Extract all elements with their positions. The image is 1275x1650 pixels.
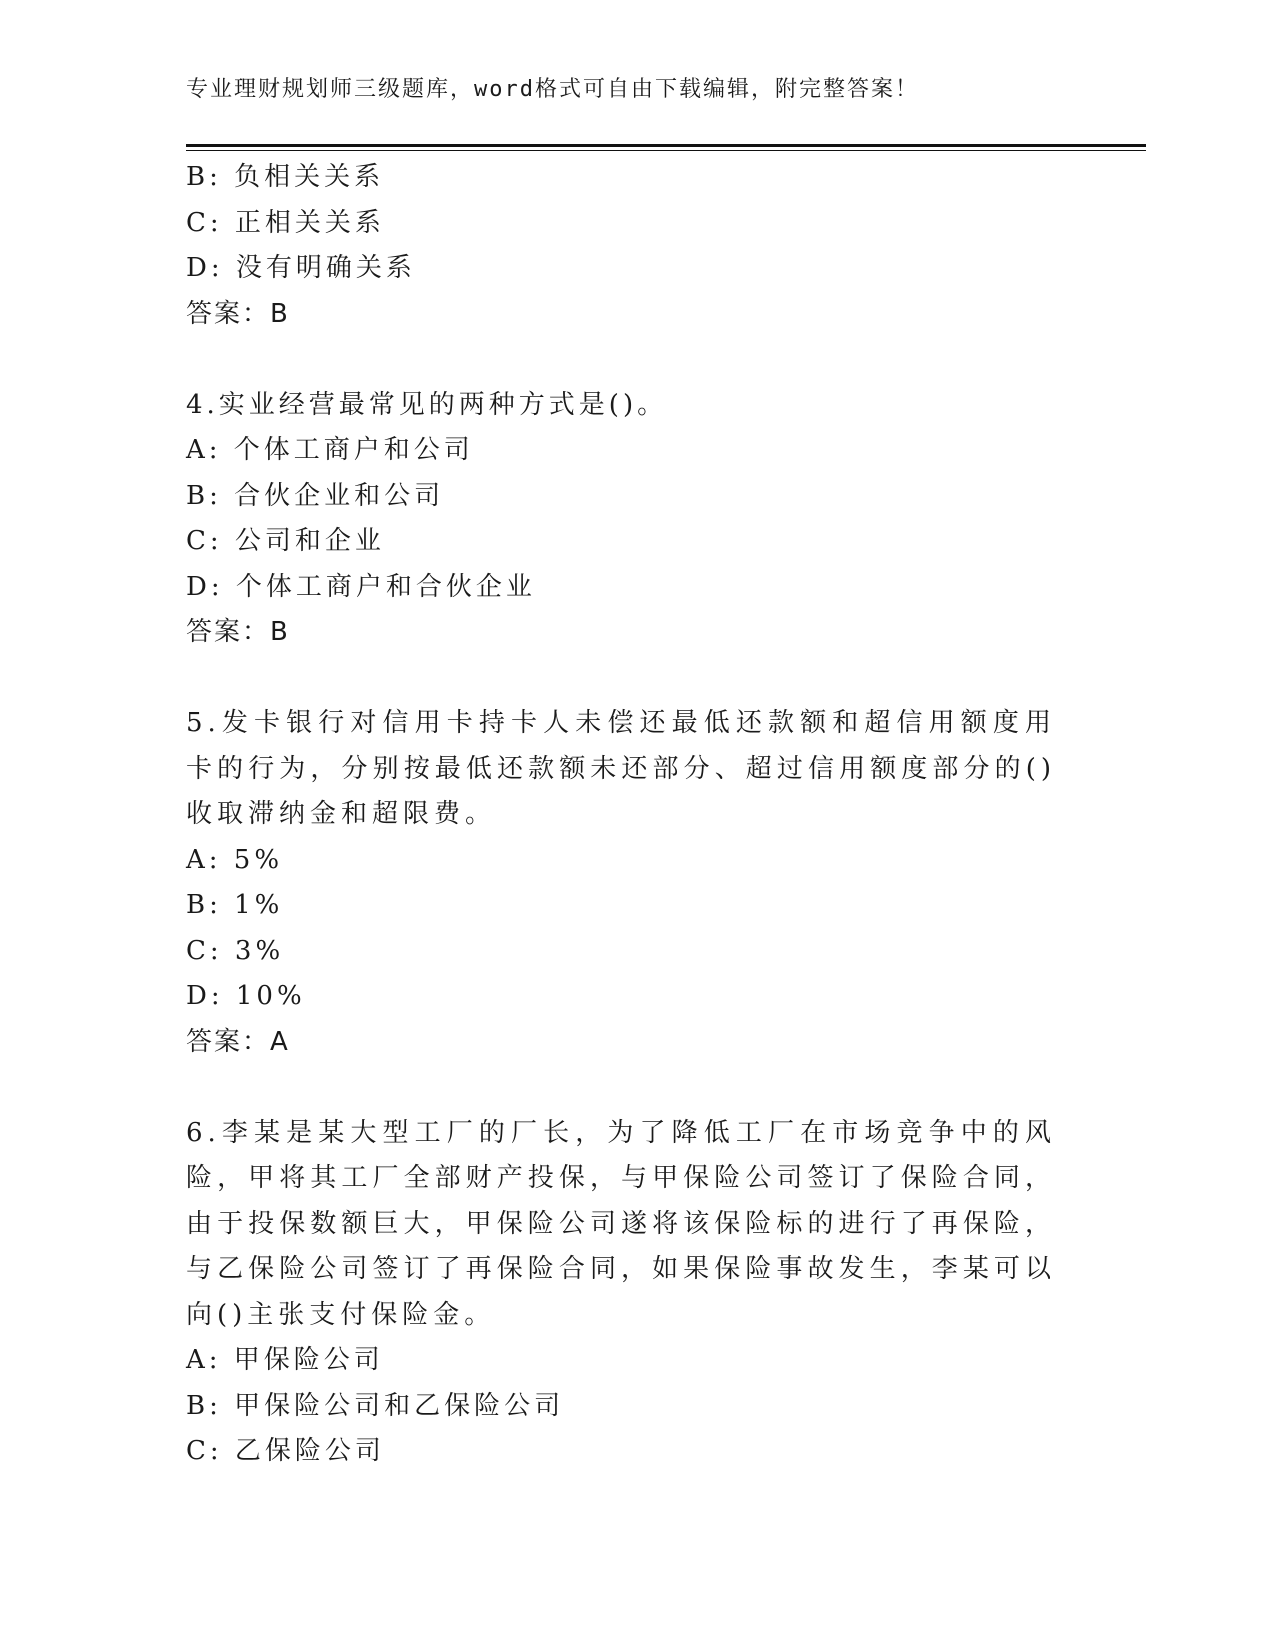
option-d: D: 个体工商户和合伙企业: [186, 571, 536, 602]
option-b: B: 负相关关系: [186, 162, 385, 192]
header-rule-thin: [186, 150, 1146, 151]
option-c: C: 乙保险公司: [186, 1436, 385, 1466]
question-stem: 6.李某是某大型工厂的厂长，为了降低工厂在市场竞争中的风险，甲将其工厂全部财产投保，与甲保险公司签订了保险合同，由于投保数额巨大，甲保险公司遂将该保险标的进行了再保险，与乙保险公司签订了再保险合同，如果保险事故发生，李某可以向()主张支付保险金。: [186, 1117, 1056, 1330]
option-c: C: 3%: [186, 935, 285, 966]
spacer: [186, 337, 1056, 383]
document-body: [186, 155, 1056, 1475]
spacer: [186, 656, 1056, 702]
question-stem: 4.实业经营最常见的两种方式是()。: [186, 389, 668, 420]
option-d: D: 10%: [186, 981, 306, 1011]
header-rule-thick: [186, 144, 1146, 147]
option-a: A: 5%: [186, 844, 284, 875]
page-header: 专业理财规划师三级题库，word格式可自由下载编辑，附完整答案！: [186, 77, 919, 102]
option-b: B: 合伙企业和公司: [186, 480, 445, 511]
answer: 答案：B: [186, 298, 290, 329]
option-b: B: 甲保险公司和乙保险公司: [186, 1390, 565, 1421]
option-a: A: 个体工商户和公司: [186, 435, 474, 465]
option-c: C: 正相关关系: [186, 207, 385, 238]
option-c: C: 公司和企业: [186, 526, 385, 556]
option-a: A: 甲保险公司: [186, 1345, 384, 1375]
question-stem: 5.发卡银行对信用卡持卡人未偿还最低还款额和超信用额度用卡的行为，分别按最低还款额未还部分、超过信用额度部分的()收取滞纳金和超限费。: [186, 708, 1056, 829]
answer: 答案：B: [186, 617, 290, 647]
answer: 答案：A: [186, 1026, 290, 1057]
option-b: B: 1%: [186, 890, 284, 920]
spacer: [186, 1065, 1056, 1111]
option-d: D: 没有明确关系: [186, 253, 416, 283]
